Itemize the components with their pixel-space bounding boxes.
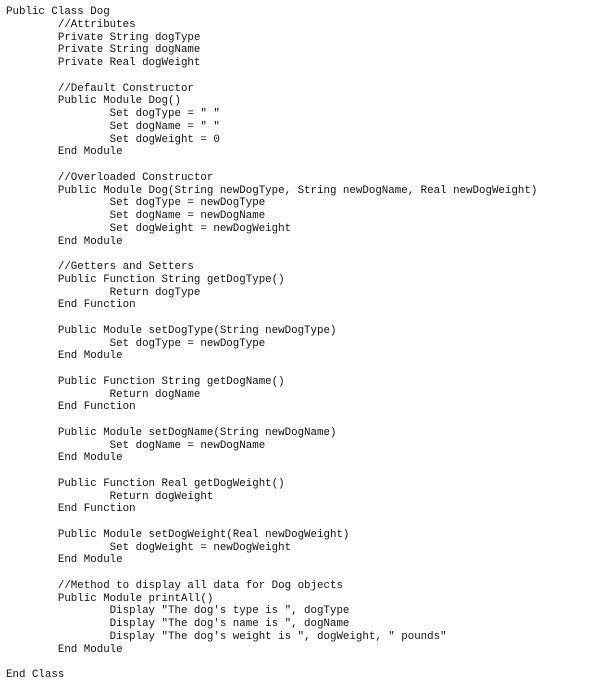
code-line xyxy=(6,414,537,427)
code-line xyxy=(6,363,537,376)
code-line: Public Module printAll() xyxy=(6,592,214,605)
code-line: Set dogType = newDogType xyxy=(6,197,266,210)
code-line: End Function xyxy=(6,299,136,312)
code-line: Return dogName xyxy=(6,388,201,401)
code-line: //Overloaded Constructor xyxy=(6,171,214,184)
code-line: End Class xyxy=(6,669,65,681)
code-line: Public Module setDogWeight(Real newDogWeight) xyxy=(6,528,350,541)
code-line xyxy=(6,516,537,529)
code-line: Set dogName = " " xyxy=(6,120,220,133)
code-line: Public Function String getDogType() xyxy=(6,273,285,286)
code-line: Set dogName = newDogName xyxy=(6,439,266,452)
code-line: End Module xyxy=(6,235,123,248)
code-line: End Module xyxy=(6,146,123,159)
code-line: End Module xyxy=(6,350,123,363)
code-line xyxy=(6,465,537,478)
code-line: Display "The dog's name is ", dogName xyxy=(6,618,350,630)
code-line: Set dogWeight = newDogWeight xyxy=(6,541,292,554)
code-line: //Getters and Setters xyxy=(6,261,194,273)
code-line: Display "The dog's type is ", dogType xyxy=(6,605,350,618)
code-line: Public Module setDogType(String newDogType) xyxy=(6,324,337,337)
code-line: Display "The dog's weight is ", dogWeight, " pounds" xyxy=(6,630,447,643)
code-line: Private String dogName xyxy=(6,44,201,57)
code-line xyxy=(6,248,537,261)
code-line: //Default Constructor xyxy=(6,82,194,95)
code-line: Set dogType = " " xyxy=(6,108,220,120)
code-line: End Module xyxy=(6,452,123,465)
code-line: Set dogWeight = 0 xyxy=(6,133,220,146)
code-line xyxy=(6,567,537,580)
code-line: Return dogWeight xyxy=(6,490,214,503)
code-line: Return dogType xyxy=(6,286,201,299)
code-line: //Attributes xyxy=(6,18,136,31)
code-line xyxy=(6,70,537,83)
code-line: End Module xyxy=(6,554,123,567)
code-line: Public Function String getDogName() xyxy=(6,375,285,388)
code-line: End Module xyxy=(6,643,123,656)
code-line: End Function xyxy=(6,401,136,414)
code-line: Public Function Real getDogWeight() xyxy=(6,477,285,490)
code-line: Private String dogType xyxy=(6,31,201,44)
pseudocode-listing xyxy=(6,6,537,682)
code-line: Set dogName = newDogName xyxy=(6,210,266,222)
code-line xyxy=(6,159,537,172)
code-line: Set dogType = newDogType xyxy=(6,337,266,350)
code-line: //Method to display all data for Dog objects xyxy=(6,579,343,592)
code-line: Public Module setDogName(String newDogName) xyxy=(6,426,337,439)
code-line: End Function xyxy=(6,503,136,516)
code-line: Set dogWeight = newDogWeight xyxy=(6,222,292,235)
code-line: Public Module Dog() xyxy=(6,95,181,108)
code-line: Public Class Dog xyxy=(6,6,110,18)
code-line xyxy=(6,656,537,669)
code-line: Private Real dogWeight xyxy=(6,57,201,69)
code-line: Public Module Dog(String newDogType, String newDogName, Real newDogWeight) xyxy=(6,184,538,197)
code-line xyxy=(6,312,537,325)
